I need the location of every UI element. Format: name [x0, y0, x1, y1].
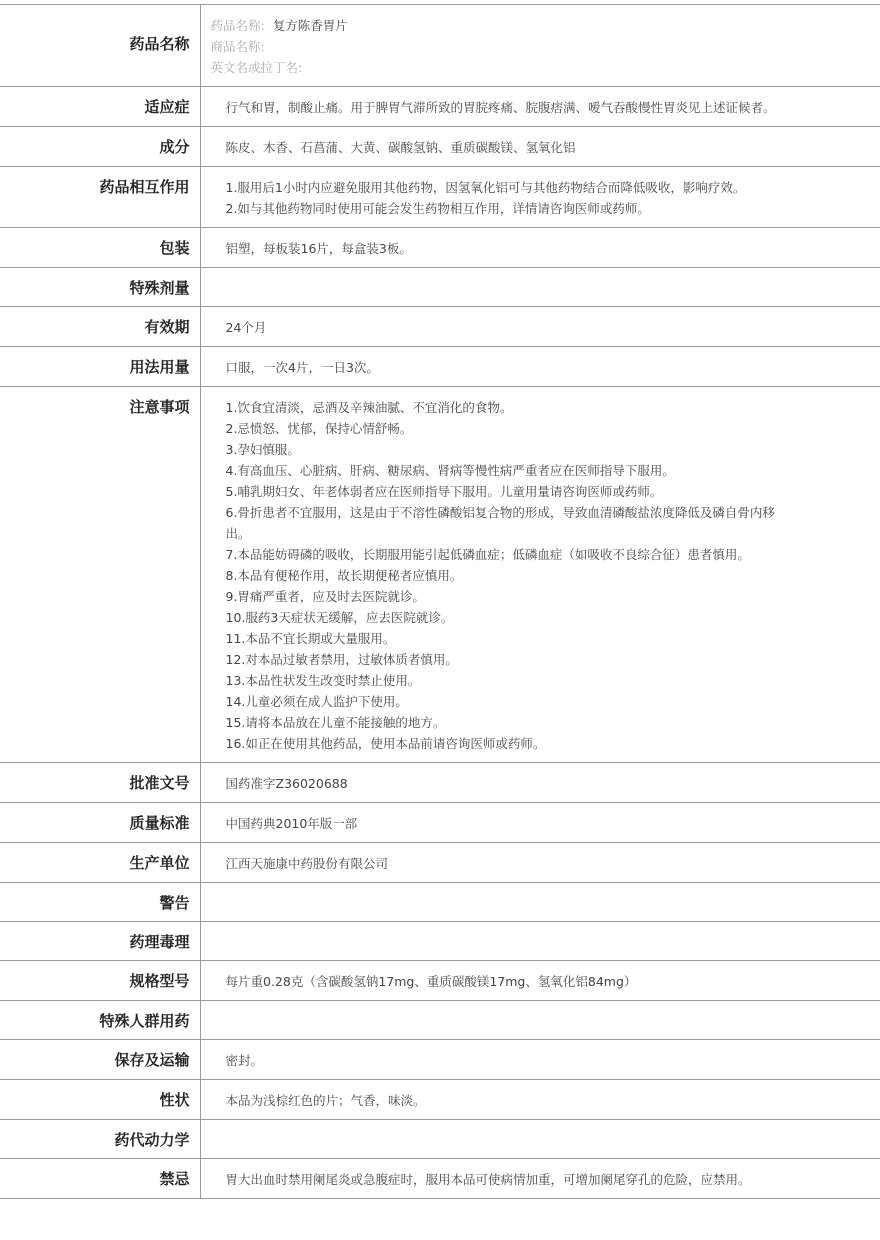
row-special-population — [0, 1001, 880, 1040]
precaution-item: 2.忌愤怒、忧郁，保持心情舒畅。 — [225, 421, 413, 436]
row-validity — [0, 307, 880, 347]
value-package: 铝塑，每板装16片，每盒装3板。 — [200, 228, 880, 268]
precaution-item: 16.如正在使用其他药品，使用本品前请咨询医师或药师。 — [225, 736, 546, 751]
english-name-key: 英文名或拉丁名: — [210, 60, 303, 75]
value-interactions — [200, 167, 880, 228]
precaution-item: 8.本品有便秘作用，故长期便秘者应慎用。 — [225, 568, 463, 583]
label-validity: 有效期 — [0, 307, 200, 347]
value-pharmacokinetics — [200, 1120, 880, 1159]
drug-name-key: 药品名称: — [210, 18, 265, 33]
value-manufacturer: 江西天施康中药股份有限公司 — [200, 843, 880, 883]
value-standard: 中国药典2010年版一部 — [200, 803, 880, 843]
row-standard — [0, 803, 880, 843]
row-indications — [0, 87, 880, 127]
precaution-item: 6.骨折患者不宜服用，这是由于不溶性磷酸铝复合物的形成，导致血清磷酸盐浓度降低及磷自骨内移出。 — [225, 505, 775, 541]
row-specification — [0, 961, 880, 1001]
precaution-item: 5.哺乳期妇女、年老体弱者应在医师指导下服用。儿童用量请咨询医师或药师。 — [225, 484, 663, 499]
row-package — [0, 228, 880, 268]
interaction-item: 2.如与其他药物同时使用可能会发生药物相互作用，详情请咨询医师或药师。 — [225, 201, 650, 216]
row-drug-name — [0, 5, 880, 87]
row-contraindications — [0, 1159, 880, 1199]
row-interactions — [0, 167, 880, 228]
label-contraindications: 禁忌 — [0, 1159, 200, 1199]
drug-info-table — [0, 4, 880, 1199]
label-storage: 保存及运输 — [0, 1040, 200, 1080]
value-special-dose — [200, 268, 880, 307]
precaution-item: 7.本品能妨碍磷的吸收，长期服用能引起低磷血症；低磷血症（如吸收不良综合征）患者慎用。 — [225, 547, 750, 562]
precaution-item: 12.对本品过敏者禁用，过敏体质者慎用。 — [225, 652, 458, 667]
value-specification: 每片重0.28克（含碳酸氢钠17mg、重质碳酸镁17mg、氢氧化铝84mg） — [200, 961, 880, 1001]
precaution-item: 1.饮食宜清淡，忌酒及辛辣油腻、不宜消化的食物。 — [225, 400, 513, 415]
row-precautions — [0, 387, 880, 763]
row-warning — [0, 883, 880, 922]
label-appearance: 性状 — [0, 1080, 200, 1120]
label-approval: 批准文号 — [0, 763, 200, 803]
row-manufacturer — [0, 843, 880, 883]
label-precautions: 注意事项 — [0, 387, 200, 763]
row-usage — [0, 347, 880, 387]
label-warning: 警告 — [0, 883, 200, 922]
row-special-dose — [0, 268, 880, 307]
drug-name-value: 复方陈香胃片 — [272, 18, 348, 33]
interaction-item: 1.服用后1小时内应避免服用其他药物，因氢氧化铝可与其他药物结合而降低吸收，影响疗效。 — [225, 180, 746, 195]
label-interactions: 药品相互作用 — [0, 167, 200, 228]
precaution-item: 3.孕妇慎服。 — [225, 442, 300, 457]
row-ingredients — [0, 127, 880, 167]
label-special-dose: 特殊剂量 — [0, 268, 200, 307]
row-approval — [0, 763, 880, 803]
label-package: 包装 — [0, 228, 200, 268]
value-drug-name — [200, 5, 880, 87]
label-standard: 质量标准 — [0, 803, 200, 843]
label-pharmacokinetics: 药代动力学 — [0, 1120, 200, 1159]
row-storage — [0, 1040, 880, 1080]
value-appearance: 本品为浅棕红色的片；气香，味淡。 — [200, 1080, 880, 1120]
precaution-item: 4.有高血压、心脏病、肝病、糖尿病、肾病等慢性病严重者应在医师指导下服用。 — [225, 463, 675, 478]
label-specification: 规格型号 — [0, 961, 200, 1001]
label-drug-name: 药品名称 — [0, 5, 200, 87]
label-indications: 适应症 — [0, 87, 200, 127]
precaution-item: 15.请将本品放在儿童不能接触的地方。 — [225, 715, 446, 730]
value-indications: 行气和胃，制酸止痛。用于脾胃气滞所致的胃脘疼痛、脘腹痞满、嗳气吞酸慢性胃炎见上述证候者。 — [200, 87, 880, 127]
row-pharmacokinetics — [0, 1120, 880, 1159]
label-toxicology: 药理毒理 — [0, 922, 200, 961]
trade-name-key: 商品名称: — [210, 39, 265, 54]
precaution-item: 10.服药3天症状无缓解，应去医院就诊。 — [225, 610, 454, 625]
row-toxicology — [0, 922, 880, 961]
label-usage: 用法用量 — [0, 347, 200, 387]
value-usage: 口服，一次4片，一日3次。 — [200, 347, 880, 387]
value-approval: 国药准字Z36020688 — [200, 763, 880, 803]
precaution-item: 13.本品性状发生改变时禁止使用。 — [225, 673, 421, 688]
value-warning — [200, 883, 880, 922]
value-storage: 密封。 — [200, 1040, 880, 1080]
label-ingredients: 成分 — [0, 127, 200, 167]
value-ingredients: 陈皮、木香、石菖蒲、大黄、碳酸氢钠、重质碳酸镁、氢氧化铝 — [200, 127, 880, 167]
precaution-item: 11.本品不宜长期或大量服用。 — [225, 631, 396, 646]
label-manufacturer: 生产单位 — [0, 843, 200, 883]
value-toxicology — [200, 922, 880, 961]
value-special-population — [200, 1001, 880, 1040]
precaution-item: 14.儿童必须在成人监护下使用。 — [225, 694, 408, 709]
precaution-item: 9.胃痛严重者，应及时去医院就诊。 — [225, 589, 425, 604]
value-contraindications: 胃大出血时禁用阑尾炎或急腹症时，服用本品可使病情加重，可增加阑尾穿孔的危险，应禁用。 — [200, 1159, 880, 1199]
value-validity: 24个月 — [200, 307, 880, 347]
row-appearance — [0, 1080, 880, 1120]
value-precautions — [200, 387, 880, 763]
label-special-population: 特殊人群用药 — [0, 1001, 200, 1040]
